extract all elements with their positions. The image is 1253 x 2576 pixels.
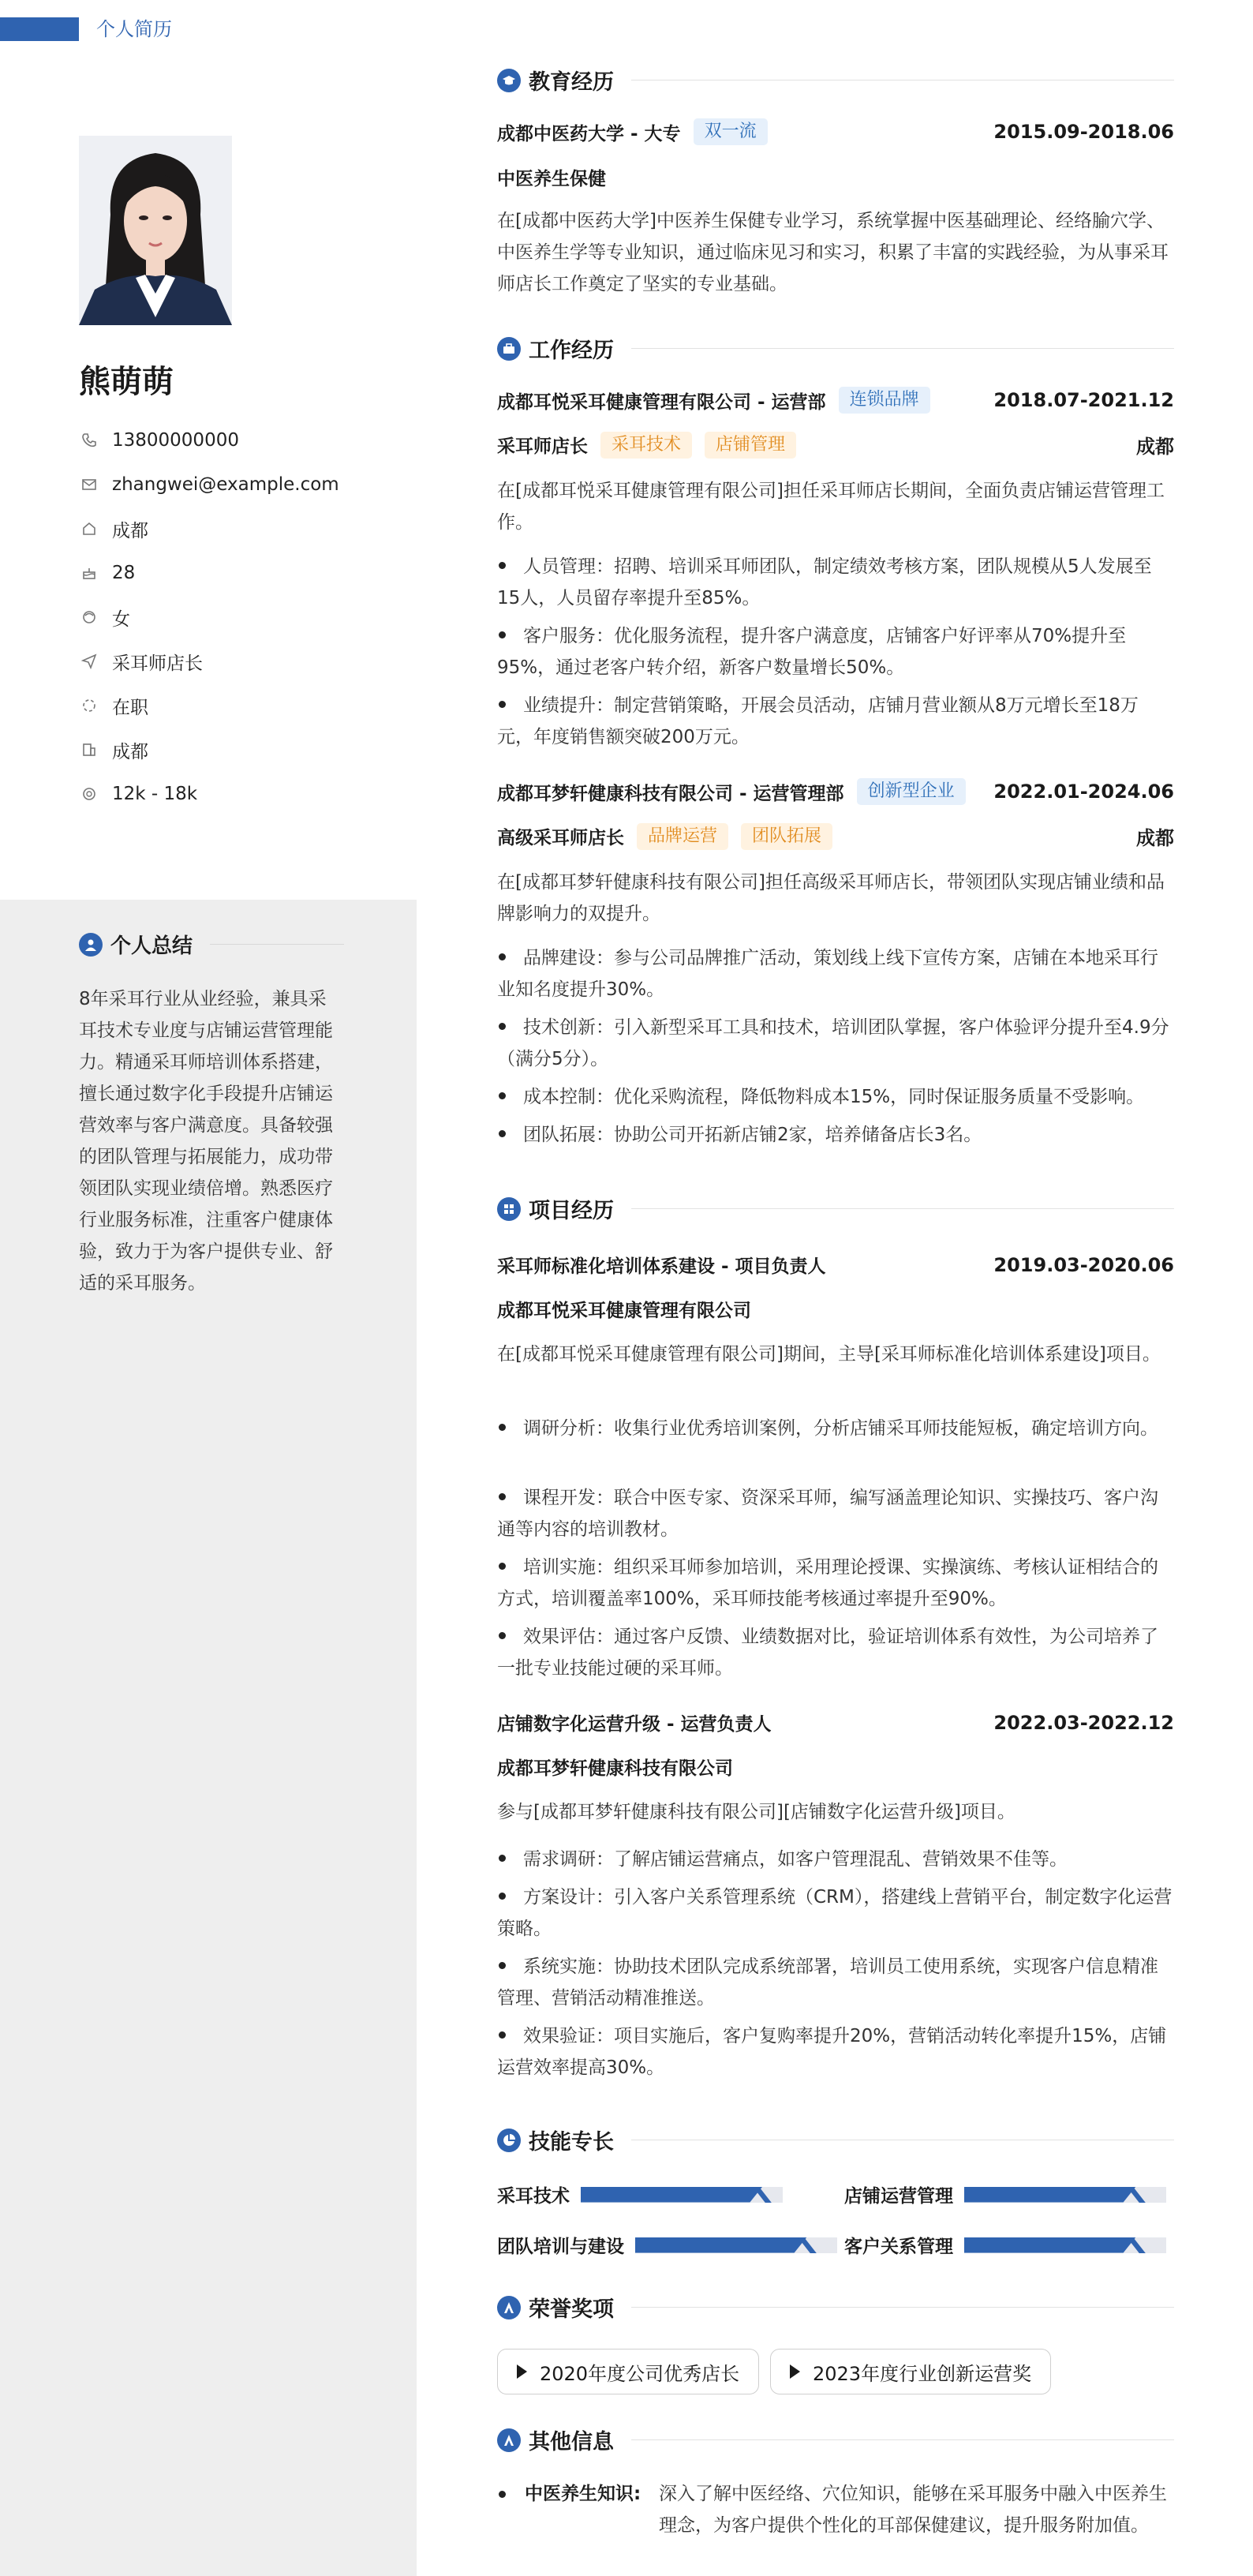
job-2-bullet: 成本控制：优化采购流程，降低物料成本15%，同时保证服务质量不受影响。 bbox=[497, 1081, 1174, 1113]
project-1-period: 2019.03-2020.06 bbox=[993, 1253, 1174, 1276]
skills-heading bbox=[497, 2125, 1174, 2155]
user-icon bbox=[79, 933, 103, 957]
education-desc: 在[成都中医药大学]中医养生保健专业学习，系统掌握中医基础理论、经络腧穴学、中医养生学等专业知识，通过临床见习和实习，积累了丰富的实践经验，为从事采耳师店长工作奠定了坚实的专业基础。 bbox=[497, 211, 1169, 294]
skill-level-bar bbox=[635, 2237, 837, 2253]
info-email bbox=[79, 462, 339, 507]
skill-level-bar bbox=[964, 2237, 1166, 2253]
summary-divider bbox=[210, 944, 344, 945]
info-location bbox=[79, 507, 339, 551]
play-icon bbox=[517, 2364, 527, 2379]
summary-heading bbox=[79, 930, 344, 959]
education-major: 中医养生保健 bbox=[497, 169, 606, 189]
job-1-period: 2018.07-2021.12 bbox=[993, 389, 1174, 411]
job-2-desc: 在[成都耳梦轩健康科技有限公司]担任高级采耳师店长，带领团队实现店铺业绩和品牌影响力的双提升。 bbox=[497, 872, 1165, 924]
age-text: 28 bbox=[112, 563, 136, 583]
resume-label: 个人简历 bbox=[96, 18, 172, 40]
other-key: 中医养生知识: bbox=[525, 2484, 641, 2504]
graduation-cap-icon bbox=[497, 69, 521, 92]
project-1-bullet: 效果评估：通过客户反馈、业绩数据对比，验证培训体系有效性，为公司培养了一批专业技能过硬的采耳师。 bbox=[497, 1627, 1158, 1679]
position-text: 采耳师店长 bbox=[112, 653, 203, 674]
info-status bbox=[79, 683, 339, 728]
project-2-period: 2022.03-2022.12 bbox=[993, 1711, 1174, 1734]
education-school: 成都中医药大学 - 大专 bbox=[497, 123, 681, 144]
info-age bbox=[79, 551, 339, 595]
education-heading bbox=[497, 65, 1174, 95]
email-text: zhangwei@example.com bbox=[112, 474, 339, 495]
job-1-bullet: 客户服务：优化服务流程，提升客户满意度，店铺客户好评率从70%提升至95%，通过老客户转介绍，新客户数量增长50%。 bbox=[497, 626, 1127, 678]
info-salary bbox=[79, 772, 339, 816]
education-row bbox=[497, 118, 1174, 145]
send-icon bbox=[79, 651, 99, 672]
honor-text: 2023年度行业创新运营奖 bbox=[813, 2362, 1032, 2385]
job-1-skill-tag: 店铺管理 bbox=[705, 432, 796, 459]
summary-title-text: 个人总结 bbox=[110, 934, 193, 958]
skills-title: 技能专长 bbox=[529, 2130, 614, 2155]
project-2-bullet: 系统实施：协助技术团队完成系统部署，培训员工使用系统，实现客户信息精准管理、营销活动精准推送。 bbox=[497, 1956, 1158, 2009]
info-phone bbox=[79, 418, 339, 462]
skill-name: 团队培训与建设 bbox=[497, 2237, 624, 2257]
phone-text: 13800000000 bbox=[112, 430, 239, 451]
projects-title: 项目经历 bbox=[529, 1199, 614, 1223]
profile-photo bbox=[79, 136, 232, 325]
info-gender bbox=[79, 595, 339, 639]
honor-text: 2020年度公司优秀店长 bbox=[540, 2362, 740, 2385]
skill-name: 采耳技术 bbox=[497, 2186, 570, 2207]
salary-text: 12k - 18k bbox=[112, 784, 198, 804]
skill-level-bar bbox=[964, 2187, 1166, 2203]
other-divider bbox=[631, 2439, 1174, 2440]
other-title: 其他信息 bbox=[529, 2430, 614, 2454]
job-2-skill-tag: 团队拓展 bbox=[741, 823, 832, 850]
job-2-bullet: 品牌建设：参与公司品牌推广活动，策划线上线下宣传方案，店铺在本地采耳行业知名度提升30%。 bbox=[497, 948, 1158, 1000]
play-icon bbox=[790, 2364, 800, 2379]
job-1-role-row bbox=[497, 431, 1174, 459]
education-major-row bbox=[497, 164, 1174, 190]
project-1-bullet: 课程开发：联合中医专家、资深采耳师，编写涵盖理论知识、实操技巧、客户沟通等内容的培训教材。 bbox=[497, 1488, 1158, 1540]
job-1-city: 成都 bbox=[1136, 436, 1174, 458]
profile-info-list bbox=[79, 418, 339, 816]
project-2-company: 成都耳梦轩健康科技有限公司 bbox=[497, 1758, 733, 1779]
honors-heading bbox=[497, 2292, 1174, 2323]
job-1-row bbox=[497, 387, 1174, 414]
info-city bbox=[79, 728, 339, 772]
work-heading bbox=[497, 333, 1174, 364]
education-title: 教育经历 bbox=[529, 70, 614, 95]
project-1-row bbox=[497, 1252, 1174, 1278]
skill-item bbox=[497, 2181, 783, 2207]
job-1-desc: 在[成都耳悦采耳健康管理有限公司]担任采耳师店长期间，全面负责店铺运营管理工作。 bbox=[497, 481, 1165, 533]
honors-title: 荣誉奖项 bbox=[529, 2297, 614, 2322]
job-1-company: 成都耳悦采耳健康管理有限公司 - 运营部 bbox=[497, 391, 826, 413]
project-2-bullet: 效果验证：项目实施后，客户复购率提升20%，营销活动转化率提升15%，店铺运营效率提高30%。 bbox=[497, 2026, 1167, 2078]
project-1-name: 采耳师标准化培训体系建设 - 项目负责人 bbox=[497, 1256, 826, 1277]
pie-chart-icon bbox=[497, 2129, 521, 2152]
home-icon bbox=[79, 519, 99, 539]
summary-text: 8年采耳行业从业经验，兼具采耳技术专业度与店铺运营管理能力。精通采耳师培训体系搭建，擅长通过数字化手段提升店铺运营效率与客户满意度。具备较强的团队管理与拓展能力，成功带领团队实现业绩倍增。熟悉医疗行业服务标准，注重客户健康体验，致力于为客户提供专业、舒适的采耳服务。 bbox=[79, 989, 333, 1294]
profile-name: 熊萌萌 bbox=[79, 364, 174, 400]
project-1-company: 成都耳悦采耳健康管理有限公司 bbox=[497, 1301, 751, 1321]
info-icon bbox=[497, 2428, 521, 2452]
cake-icon bbox=[79, 563, 99, 583]
gender-text: 女 bbox=[112, 608, 130, 630]
status-icon bbox=[79, 695, 99, 716]
honors-divider bbox=[631, 2307, 1174, 2308]
job-2-city: 成都 bbox=[1136, 827, 1174, 849]
project-2-row bbox=[497, 1709, 1174, 1735]
skill-name: 客户关系管理 bbox=[844, 2237, 953, 2257]
mail-icon bbox=[79, 474, 99, 495]
status-text: 在职 bbox=[112, 697, 148, 718]
grid-icon bbox=[497, 1197, 521, 1221]
skill-item bbox=[844, 2232, 1166, 2258]
award-icon bbox=[497, 2296, 521, 2320]
job-2-role-row bbox=[497, 822, 1174, 850]
phone-icon bbox=[79, 430, 99, 451]
skill-item bbox=[497, 2232, 837, 2258]
job-1-bullet: 业绩提升：制定营销策略，开展会员活动，店铺月营业额从8万元增长至18万元，年度销售额突破200万元。 bbox=[497, 695, 1139, 747]
project-2-desc: 参与[成都耳梦轩健康科技有限公司][店铺数字化运营升级]项目。 bbox=[497, 1802, 1015, 1822]
job-2-bullet: 团队拓展：协助公司开拓新店铺2家，培养储备店长3名。 bbox=[497, 1119, 1174, 1151]
skill-name: 店铺运营管理 bbox=[844, 2186, 953, 2207]
job-1-tag: 连锁品牌 bbox=[839, 387, 930, 414]
other-item bbox=[497, 2478, 1174, 2541]
projects-heading bbox=[497, 1193, 1174, 1224]
project-1-bullet: 培训实施：组织采耳师参加培训，采用理论授课、实操演练、考核认证相结合的方式，培训覆盖率100%，采耳师技能考核通过率提升至90%。 bbox=[497, 1557, 1158, 1609]
other-heading bbox=[497, 2424, 1174, 2455]
gender-icon bbox=[79, 607, 99, 627]
job-1-skill-tag: 采耳技术 bbox=[600, 432, 692, 459]
job-2-bullet: 技术创新：引入新型采耳工具和技术，培训团队掌握，客户体验评分提升至4.9分（满分5分）。 bbox=[497, 1017, 1169, 1069]
honor-item bbox=[770, 2349, 1051, 2394]
info-position bbox=[79, 639, 339, 683]
job-2-tag: 创新型企业 bbox=[857, 778, 966, 805]
job-1-role: 采耳师店长 bbox=[497, 436, 588, 457]
project-1-company-row bbox=[497, 1296, 1174, 1322]
project-1-bullet: 调研分析：收集行业优秀培训案例，分析店铺采耳师技能短板，确定培训方向。 bbox=[497, 1413, 1174, 1444]
skill-level-bar bbox=[581, 2187, 783, 2203]
work-divider bbox=[631, 348, 1174, 349]
project-2-company-row bbox=[497, 1754, 1174, 1780]
job-2-row bbox=[497, 778, 1174, 805]
projects-divider bbox=[631, 1208, 1174, 1209]
job-2-period: 2022.01-2024.06 bbox=[993, 781, 1174, 803]
briefcase-icon bbox=[497, 337, 521, 361]
job-2-company: 成都耳梦轩健康科技有限公司 - 运营管理部 bbox=[497, 783, 844, 804]
city-text: 成都 bbox=[112, 741, 148, 762]
building-icon bbox=[79, 739, 99, 760]
project-2-bullet: 需求调研：了解店铺运营痛点，如客户管理混乱、营销效果不佳等。 bbox=[497, 1844, 1174, 1875]
project-1-desc: 在[成都耳悦采耳健康管理有限公司]期间，主导[采耳师标准化培训体系建设]项目。 bbox=[497, 1344, 1161, 1365]
skill-item bbox=[844, 2181, 1166, 2207]
work-title: 工作经历 bbox=[529, 339, 614, 363]
job-2-skill-tag: 品牌运营 bbox=[637, 823, 728, 850]
location-text: 成都 bbox=[112, 520, 148, 541]
project-2-name: 店铺数字化运营升级 - 运营负责人 bbox=[497, 1714, 772, 1735]
job-2-role: 高级采耳师店长 bbox=[497, 828, 624, 848]
education-period: 2015.09-2018.06 bbox=[993, 121, 1174, 143]
sidebar bbox=[0, 0, 417, 2576]
honor-item bbox=[497, 2349, 759, 2394]
other-value: 深入了解中医经络、穴位知识，能够在采耳服务中融入中医养生理念，为客户提供个性化的耳部保健建议，提升服务附加值。 bbox=[659, 2484, 1167, 2536]
coin-icon bbox=[79, 784, 99, 804]
project-2-bullet: 方案设计：引入客户关系管理系统（CRM），搭建线上营销平台，制定数字化运营策略。 bbox=[497, 1887, 1173, 1939]
job-1-bullet: 人员管理：招聘、培训采耳师团队，制定绩效考核方案，团队规模从5人发展至15人，人员留存率提升至85%。 bbox=[497, 556, 1152, 608]
education-tag: 双一流 bbox=[694, 118, 768, 145]
